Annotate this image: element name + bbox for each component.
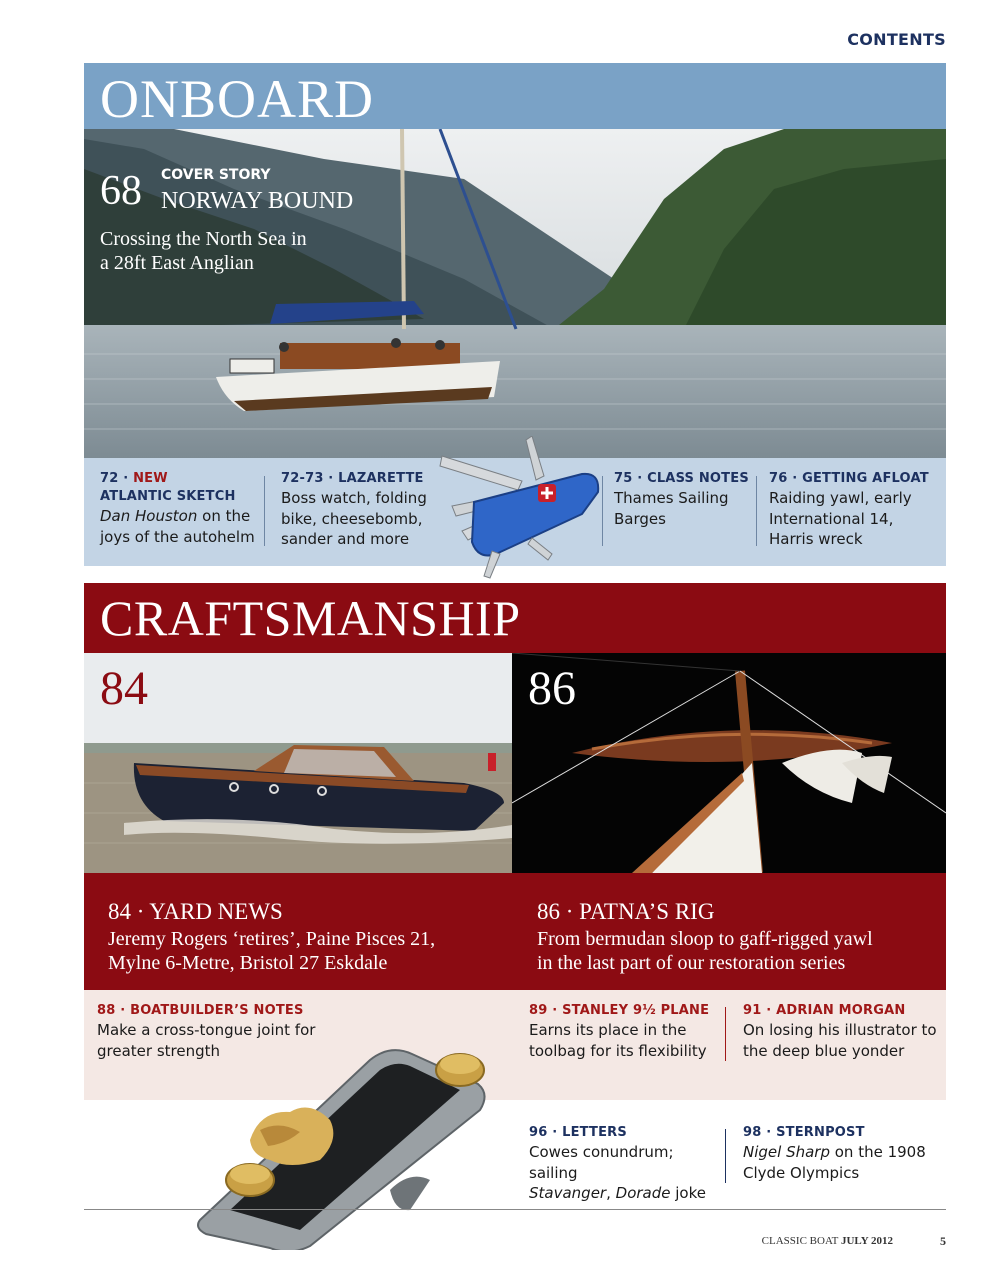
onboard-title: ONBOARD bbox=[100, 69, 375, 129]
photo-left-number: 84 bbox=[100, 662, 148, 715]
item-letters[interactable]: 96 · LETTERS Cowes conundrum; sailing Stavanger, Dorade joke bbox=[529, 1125, 706, 1203]
divider bbox=[725, 1129, 726, 1183]
cover-story-description: Crossing the North Sea in a 28ft East Anglian bbox=[100, 228, 307, 274]
footer-magazine-issue: CLASSIC BOAT JULY 2012 bbox=[761, 1235, 893, 1247]
swiss-army-knife-icon bbox=[432, 436, 602, 582]
page-number: 5 bbox=[940, 1234, 946, 1248]
section-label: CONTENTS bbox=[847, 30, 946, 49]
item-adrian-morgan[interactable]: 91 · ADRIAN MORGAN On losing his illustrator to the deep blue yonder bbox=[743, 1003, 937, 1060]
feature-yard-news[interactable]: 84 · YARD NEWS Jeremy Rogers ‘retires’, Paine Pisces 21, Mylne 6-Metre, Bristol 27 Eskdale bbox=[108, 899, 436, 975]
item-boatbuilders-notes[interactable]: 88 · BOATBUILDER’S NOTES Make a cross-tongue joint for greater strength bbox=[97, 1003, 316, 1060]
item-class-notes[interactable]: 75 · CLASS NOTES Thames Sailing Barges bbox=[614, 471, 749, 528]
cover-story-number: 68 bbox=[100, 168, 142, 214]
cover-story-title: NORWAY BOUND bbox=[161, 188, 354, 214]
divider bbox=[725, 1007, 726, 1061]
photo-motorboat[interactable] bbox=[84, 653, 512, 873]
divider bbox=[602, 476, 603, 546]
craftsmanship-title: CRAFTSMANSHIP bbox=[100, 590, 521, 646]
item-stanley-plane[interactable]: 89 · STANLEY 9½ PLANE Earns its place in the toolbag for its flexibility bbox=[529, 1003, 710, 1060]
footer-rule bbox=[84, 1209, 946, 1210]
block-plane-icon bbox=[190, 1020, 490, 1250]
rigging-illustration bbox=[512, 653, 946, 873]
block-plane-image bbox=[190, 1020, 490, 1250]
item-lazarette[interactable]: 72-73 · LAZARETTE Boss watch, folding bike, cheesebomb, sander and more bbox=[281, 471, 427, 549]
item-sternpost[interactable]: 98 · STERNPOST Nigel Sharp on the 1908 Clyde Olympics bbox=[743, 1125, 926, 1182]
photo-right-number: 86 bbox=[528, 662, 576, 715]
motorboat-illustration bbox=[84, 653, 512, 873]
photo-rigging[interactable] bbox=[512, 653, 946, 873]
item-atlantic-sketch[interactable]: 72 · NEW ATLANTIC SKETCH Dan Houston on the joys of the autohelm bbox=[100, 471, 255, 546]
divider bbox=[264, 476, 265, 546]
swiss-army-knife-image bbox=[432, 436, 602, 582]
divider bbox=[756, 476, 757, 546]
feature-patnas-rig[interactable]: 86 · PATNA’S RIG From bermudan sloop to gaff-rigged yawl in the last part of our restoration series bbox=[537, 899, 873, 975]
item-getting-afloat[interactable]: 76 · GETTING AFLOAT Raiding yawl, early International 14, Harris wreck bbox=[769, 471, 929, 549]
cover-story-kicker: COVER STORY bbox=[161, 167, 271, 183]
